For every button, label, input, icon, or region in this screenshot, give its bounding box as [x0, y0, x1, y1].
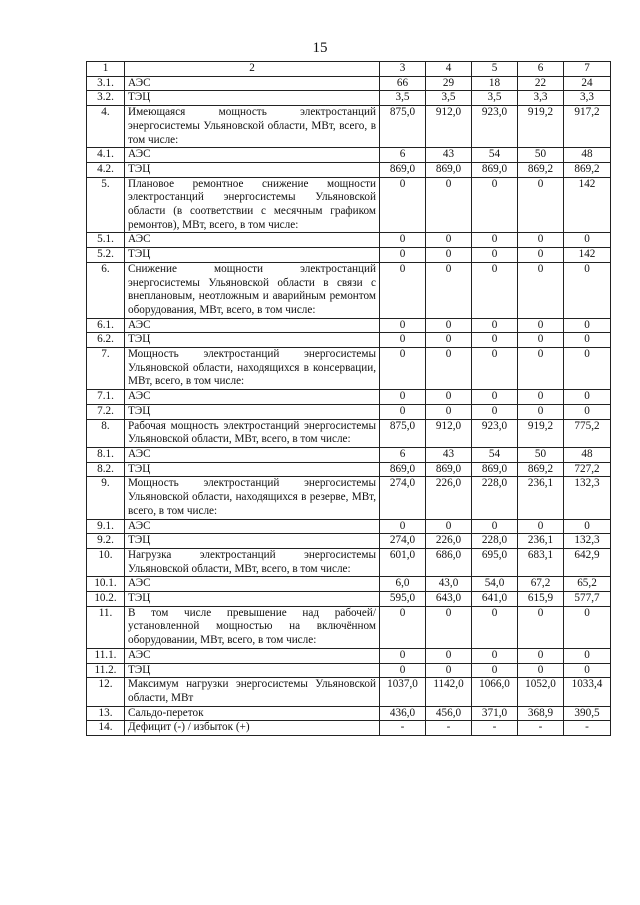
row-description: ТЭЦ	[125, 333, 380, 348]
value-cell: 1066,0	[472, 678, 518, 706]
value-cell: 919,2	[518, 419, 564, 447]
table-row	[87, 148, 611, 163]
value-cell: 48	[564, 148, 611, 163]
value-cell: 54,0	[472, 577, 518, 592]
header-row	[87, 62, 611, 77]
row-description: Плановое ремонтное снижение мощности электростанций энергосистемы Ульяновской области (в соответствии с месячным графиком ремонтов), МВт, всего, в том числе:	[125, 177, 380, 233]
table-row	[87, 534, 611, 549]
value-cell: 29	[426, 76, 472, 91]
value-cell: 226,0	[426, 477, 472, 519]
value-cell: 54	[472, 148, 518, 163]
value-cell: 0	[380, 519, 426, 534]
value-cell: 642,9	[564, 548, 611, 576]
value-cell: 24	[564, 76, 611, 91]
value-cell: 0	[426, 606, 472, 648]
row-number: 6.2.	[87, 333, 125, 348]
value-cell: 923,0	[472, 106, 518, 148]
value-cell: 6	[380, 447, 426, 462]
value-cell: 0	[518, 606, 564, 648]
row-description: ТЭЦ	[125, 248, 380, 263]
row-description: Сальдо-переток	[125, 706, 380, 721]
value-cell: -	[564, 721, 611, 736]
value-cell: 236,1	[518, 477, 564, 519]
value-cell: 132,3	[564, 477, 611, 519]
value-cell: 0	[426, 233, 472, 248]
value-cell: 923,0	[472, 419, 518, 447]
row-number: 5.2.	[87, 248, 125, 263]
row-number: 3.2.	[87, 91, 125, 106]
row-number: 9.1.	[87, 519, 125, 534]
table-row	[87, 419, 611, 447]
value-cell: 641,0	[472, 592, 518, 607]
value-cell: 22	[518, 76, 564, 91]
page-number: 15	[312, 40, 328, 56]
value-cell: 274,0	[380, 534, 426, 549]
table-row	[87, 519, 611, 534]
row-number: 9.	[87, 477, 125, 519]
value-cell: 775,2	[564, 419, 611, 447]
value-cell: 132,3	[564, 534, 611, 549]
value-cell: 3,3	[518, 91, 564, 106]
value-cell: 0	[472, 606, 518, 648]
row-description: ТЭЦ	[125, 462, 380, 477]
value-cell: 0	[564, 663, 611, 678]
value-cell: 1033,4	[564, 678, 611, 706]
row-number: 3.1.	[87, 76, 125, 91]
value-cell: 0	[518, 348, 564, 390]
table-row	[87, 663, 611, 678]
value-cell: 0	[380, 333, 426, 348]
table-row	[87, 248, 611, 263]
value-cell: 0	[518, 648, 564, 663]
value-cell: 0	[426, 404, 472, 419]
value-cell: 274,0	[380, 477, 426, 519]
value-cell: 0	[564, 262, 611, 318]
value-cell: 65,2	[564, 577, 611, 592]
value-cell: 0	[564, 333, 611, 348]
value-cell: 1037,0	[380, 678, 426, 706]
value-cell: 869,0	[472, 162, 518, 177]
header-cell: 1	[87, 62, 125, 77]
table-body	[87, 62, 611, 736]
value-cell: 0	[380, 648, 426, 663]
value-cell: 0	[426, 318, 472, 333]
table-row	[87, 706, 611, 721]
value-cell: 3,5	[472, 91, 518, 106]
row-number: 7.1.	[87, 390, 125, 405]
row-number: 5.	[87, 177, 125, 233]
value-cell: 0	[380, 348, 426, 390]
row-number: 11.2.	[87, 663, 125, 678]
value-cell: 0	[380, 404, 426, 419]
row-number: 8.1.	[87, 447, 125, 462]
row-number: 14.	[87, 721, 125, 736]
value-cell: 875,0	[380, 419, 426, 447]
value-cell: 50	[518, 447, 564, 462]
table-row	[87, 462, 611, 477]
row-description: Нагрузка электростанций энергосистемы Ульяновской области, МВт, всего, в том числе:	[125, 548, 380, 576]
value-cell: 0	[426, 248, 472, 263]
value-cell: 919,2	[518, 106, 564, 148]
value-cell: 695,0	[472, 548, 518, 576]
value-cell: 43,0	[426, 577, 472, 592]
row-number: 6.1.	[87, 318, 125, 333]
table-row	[87, 447, 611, 462]
value-cell: 43	[426, 148, 472, 163]
row-description: Рабочая мощность электростанций энергосистемы Ульяновской области, МВт, всего, в том числе:	[125, 419, 380, 447]
value-cell: 0	[426, 519, 472, 534]
value-cell: 0	[518, 262, 564, 318]
value-cell: 1052,0	[518, 678, 564, 706]
value-cell: 0	[518, 390, 564, 405]
value-cell: 0	[380, 233, 426, 248]
value-cell: 0	[380, 262, 426, 318]
value-cell: 0	[518, 404, 564, 419]
value-cell: 142	[564, 248, 611, 263]
table-row	[87, 390, 611, 405]
value-cell: 0	[564, 390, 611, 405]
row-number: 5.1.	[87, 233, 125, 248]
value-cell: 0	[518, 177, 564, 233]
value-cell: 869,0	[426, 162, 472, 177]
row-number: 7.2.	[87, 404, 125, 419]
table-row	[87, 404, 611, 419]
value-cell: 0	[472, 648, 518, 663]
value-cell: 875,0	[380, 106, 426, 148]
value-cell: 643,0	[426, 592, 472, 607]
value-cell: 615,9	[518, 592, 564, 607]
row-description: АЭС	[125, 648, 380, 663]
header-cell: 4	[426, 62, 472, 77]
value-cell: 0	[380, 318, 426, 333]
row-description: ТЭЦ	[125, 592, 380, 607]
value-cell: 869,0	[380, 162, 426, 177]
value-cell: -	[426, 721, 472, 736]
value-cell: 869,2	[518, 162, 564, 177]
value-cell: 54	[472, 447, 518, 462]
row-description: Имеющаяся мощность электростанций энергосистемы Ульяновской области, МВт, всего, в том числе:	[125, 106, 380, 148]
header-cell: 6	[518, 62, 564, 77]
value-cell: 66	[380, 76, 426, 91]
value-cell: 1142,0	[426, 678, 472, 706]
value-cell: 869,2	[518, 462, 564, 477]
table-row	[87, 606, 611, 648]
row-description: ТЭЦ	[125, 91, 380, 106]
table-row	[87, 721, 611, 736]
value-cell: 0	[564, 519, 611, 534]
value-cell: 0	[472, 318, 518, 333]
row-number: 4.2.	[87, 162, 125, 177]
value-cell: 0	[564, 233, 611, 248]
row-number: 11.1.	[87, 648, 125, 663]
row-description: АЭС	[125, 148, 380, 163]
value-cell: 0	[472, 404, 518, 419]
value-cell: 869,0	[472, 462, 518, 477]
row-description: ТЭЦ	[125, 162, 380, 177]
value-cell: 686,0	[426, 548, 472, 576]
value-cell: 0	[426, 663, 472, 678]
table-row	[87, 548, 611, 576]
table-row	[87, 333, 611, 348]
table-row	[87, 233, 611, 248]
value-cell: 0	[380, 177, 426, 233]
row-number: 8.	[87, 419, 125, 447]
table-row	[87, 592, 611, 607]
value-cell: 0	[518, 663, 564, 678]
value-cell: 6	[380, 148, 426, 163]
table-row	[87, 348, 611, 390]
row-description: АЭС	[125, 76, 380, 91]
table-row	[87, 162, 611, 177]
value-cell: 3,5	[426, 91, 472, 106]
value-cell: 0	[426, 333, 472, 348]
value-cell: 226,0	[426, 534, 472, 549]
row-number: 4.1.	[87, 148, 125, 163]
row-description: Мощность электростанций энергосистемы Ульяновской области, находящихся в консервации, МВт, всего, в том числе:	[125, 348, 380, 390]
value-cell: 912,0	[426, 419, 472, 447]
row-description: ТЭЦ	[125, 404, 380, 419]
value-cell: 0	[426, 262, 472, 318]
row-description: АЭС	[125, 233, 380, 248]
value-cell: 869,0	[380, 462, 426, 477]
value-cell: 0	[426, 348, 472, 390]
value-cell: 0	[518, 248, 564, 263]
value-cell: 917,2	[564, 106, 611, 148]
table-row	[87, 177, 611, 233]
value-cell: 869,0	[426, 462, 472, 477]
value-cell: 0	[564, 348, 611, 390]
value-cell: 368,9	[518, 706, 564, 721]
value-cell: 0	[472, 333, 518, 348]
value-cell: 43	[426, 447, 472, 462]
row-description: Снижение мощности электростанций энергосистемы Ульяновской области в связи с внеплановым, неотложным и аварийным ремонтом оборудования, МВт, всего, в том числе:	[125, 262, 380, 318]
table-row	[87, 648, 611, 663]
value-cell: 0	[472, 348, 518, 390]
row-number: 10.	[87, 548, 125, 576]
row-description: АЭС	[125, 447, 380, 462]
value-cell: 3,5	[380, 91, 426, 106]
row-description: АЭС	[125, 519, 380, 534]
row-number: 4.	[87, 106, 125, 148]
value-cell: 371,0	[472, 706, 518, 721]
value-cell: 0	[472, 519, 518, 534]
value-cell: 236,1	[518, 534, 564, 549]
value-cell: 0	[472, 233, 518, 248]
value-cell: 0	[426, 177, 472, 233]
row-number: 7.	[87, 348, 125, 390]
row-description: Максимум нагрузки энергосистемы Ульяновской области, МВт	[125, 678, 380, 706]
value-cell: 3,3	[564, 91, 611, 106]
value-cell: 869,2	[564, 162, 611, 177]
value-cell: 0	[564, 648, 611, 663]
table-row	[87, 678, 611, 706]
value-cell: 0	[518, 233, 564, 248]
row-description: Дефицит (-) / избыток (+)	[125, 721, 380, 736]
value-cell: 50	[518, 148, 564, 163]
value-cell: 18	[472, 76, 518, 91]
value-cell: 0	[380, 663, 426, 678]
row-description: ТЭЦ	[125, 534, 380, 549]
value-cell: 456,0	[426, 706, 472, 721]
value-cell: 577,7	[564, 592, 611, 607]
row-number: 13.	[87, 706, 125, 721]
value-cell: 0	[564, 318, 611, 333]
value-cell: -	[380, 721, 426, 736]
row-number: 9.2.	[87, 534, 125, 549]
value-cell: 0	[518, 333, 564, 348]
value-cell: 0	[472, 248, 518, 263]
value-cell: 912,0	[426, 106, 472, 148]
row-number: 10.2.	[87, 592, 125, 607]
row-description: ТЭЦ	[125, 663, 380, 678]
table-row	[87, 477, 611, 519]
row-number: 6.	[87, 262, 125, 318]
header-cell: 7	[564, 62, 611, 77]
table-row	[87, 318, 611, 333]
row-description: В том числе превышение над рабочей/ установленной мощностью на включённом оборудовании, МВт, всего, в том числе:	[125, 606, 380, 648]
value-cell: 0	[472, 663, 518, 678]
value-cell: 0	[426, 390, 472, 405]
value-cell: -	[472, 721, 518, 736]
row-description: АЭС	[125, 318, 380, 333]
table-row	[87, 76, 611, 91]
value-cell: 390,5	[564, 706, 611, 721]
row-number: 11.	[87, 606, 125, 648]
row-number: 8.2.	[87, 462, 125, 477]
header-cell: 2	[125, 62, 380, 77]
row-number: 10.1.	[87, 577, 125, 592]
value-cell: 0	[518, 519, 564, 534]
value-cell: 436,0	[380, 706, 426, 721]
value-cell: 0	[472, 262, 518, 318]
value-cell: 228,0	[472, 534, 518, 549]
value-cell: 0	[426, 648, 472, 663]
value-cell: -	[518, 721, 564, 736]
value-cell: 0	[380, 248, 426, 263]
value-cell: 727,2	[564, 462, 611, 477]
value-cell: 67,2	[518, 577, 564, 592]
table-row	[87, 91, 611, 106]
value-cell: 0	[380, 390, 426, 405]
value-cell: 0	[518, 318, 564, 333]
value-cell: 0	[472, 390, 518, 405]
value-cell: 601,0	[380, 548, 426, 576]
row-description: Мощность электростанций энергосистемы Ульяновской области, находящихся в резерве, МВт, всего, в том числе:	[125, 477, 380, 519]
table-row	[87, 262, 611, 318]
value-cell: 228,0	[472, 477, 518, 519]
value-cell: 142	[564, 177, 611, 233]
table-row	[87, 577, 611, 592]
value-cell: 595,0	[380, 592, 426, 607]
row-description: АЭС	[125, 390, 380, 405]
table-row	[87, 106, 611, 148]
value-cell: 0	[380, 606, 426, 648]
value-cell: 0	[564, 606, 611, 648]
value-cell: 0	[564, 404, 611, 419]
row-description: АЭС	[125, 577, 380, 592]
value-cell: 48	[564, 447, 611, 462]
balance-table	[86, 61, 611, 736]
header-cell: 5	[472, 62, 518, 77]
value-cell: 6,0	[380, 577, 426, 592]
header-cell: 3	[380, 62, 426, 77]
value-cell: 0	[472, 177, 518, 233]
value-cell: 683,1	[518, 548, 564, 576]
row-number: 12.	[87, 678, 125, 706]
